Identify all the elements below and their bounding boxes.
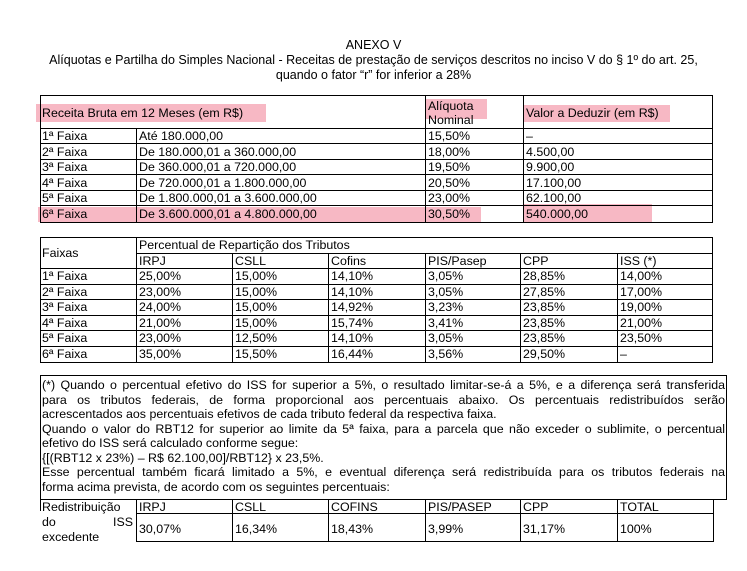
note-line-4: Quando o valor do RBT12 for superior ao limite da 5ª faixa, para a parcela que não exceder o sublimite, o percentual: [42, 421, 725, 436]
t2-cell: 14,10%: [331, 285, 374, 299]
annex-subtitle-line1: Alíquotas e Partilha do Simples Nacional - Receitas de prestação de serviços descritos no inciso V do § 1º do art. 25,: [49, 53, 698, 67]
t2-cell: 14,00%: [620, 269, 663, 283]
t2-cell: 23,85%: [523, 331, 566, 345]
document-header: [0, 38, 747, 83]
t2-cell: 17,00%: [620, 285, 663, 299]
t2-cell: 3,23%: [428, 300, 464, 314]
t2-group-header: Percentual de Repartição dos Tributos: [139, 238, 350, 252]
t2-col-csll: CSLL: [235, 254, 266, 268]
t3-value: 16,34%: [235, 522, 278, 536]
header-receita-bruta: Receita Bruta em 12 Meses (em R$): [42, 106, 244, 120]
t2-col-irpj: IRPJ: [139, 254, 166, 268]
t2-col-iss: ISS (*): [620, 254, 657, 268]
t2-col-cpp: CPP: [523, 254, 549, 268]
t2-cell: 15,00%: [235, 285, 278, 299]
t2-cell: 24,00%: [139, 300, 182, 314]
t1-range-4: De 720.000,01 a 1.800.000,00: [139, 176, 307, 190]
redistribuicao-label-3: ISS: [113, 515, 133, 529]
t2-cell: 15,00%: [235, 269, 278, 283]
t3-col-csll: CSLL: [235, 500, 266, 514]
note-line-2: para os tributos federais, de forma proporcional aos percentuais abaixo. Os percentuais redistribuídos serão: [42, 392, 725, 407]
t3-col-cpp: CPP: [523, 500, 549, 514]
t1-faixa-3: 3ª Faixa: [42, 160, 88, 174]
t2-cell: 14,10%: [331, 269, 374, 283]
note-line-1: (*) Quando o percentual efetivo do ISS for superior a 5%, o resultado limitar-se-á a 5%, e a diferença será transferida: [42, 378, 725, 392]
t1-deduzir-2: 4.500,00: [526, 145, 575, 159]
t1-aliquota-4: 20,50%: [428, 176, 471, 190]
t2-faixas-header: Faixas: [42, 246, 79, 260]
t2-cell: 3,05%: [428, 331, 464, 345]
t1-aliquota-6: 30,50%: [428, 207, 471, 221]
t1-range-5: De 1.800.000,01 a 3.600.000,00: [139, 191, 317, 205]
note-line-7: Esse percentual também ficará limitado a 5%, e eventual diferença será redistribuída para os tributos federais na: [42, 465, 725, 479]
note-line-5: efetivo do ISS será calculado conforme segue:: [42, 436, 299, 450]
t3-value: 100%: [620, 522, 652, 536]
t2-cell: 16,44%: [331, 347, 374, 361]
t2-cell: 23,50%: [620, 331, 663, 345]
t2-cell: 15,00%: [235, 300, 278, 314]
t3-value: 18,43%: [331, 522, 374, 536]
t1-deduzir-6: 540.000,00: [526, 207, 589, 221]
t2-cell: 3,56%: [428, 347, 464, 361]
redistribuicao-label-4: excedente: [42, 530, 100, 544]
t2-cell: 15,00%: [235, 316, 278, 330]
header-valor-deduzir: Valor a Deduzir (em R$): [526, 106, 659, 120]
t2-faixa-3: 3ª Faixa: [42, 300, 88, 314]
t2-cell: 3,05%: [428, 285, 464, 299]
header-aliquota-nominal-2: Nominal: [428, 113, 474, 127]
note-line-8: forma acima prevista, de acordo com os seguintes percentuais:: [42, 479, 390, 494]
t1-range-2: De 180.000,01 a 360.000,00: [139, 145, 297, 159]
t3-value: 30,07%: [139, 522, 182, 536]
t2-cell: 28,85%: [523, 269, 566, 283]
t1-faixa-5: 5ª Faixa: [42, 191, 88, 205]
annex-subtitle-line2: quando o fator “r” for inferior a 28%: [275, 68, 472, 82]
t1-aliquota-5: 23,00%: [428, 191, 471, 205]
t2-cell: 23,85%: [523, 316, 566, 330]
t1-range-6: De 3.600.000,01 a 4.800.000,00: [139, 207, 317, 221]
t2-cell: 29,50%: [523, 347, 566, 361]
t3-value: 3,99%: [428, 522, 464, 536]
t2-cell: 3,05%: [428, 269, 464, 283]
t2-cell: 23,00%: [139, 331, 182, 345]
t2-cell: 25,00%: [139, 269, 182, 283]
t3-value: 31,17%: [523, 522, 566, 536]
t2-cell: 21,00%: [620, 316, 663, 330]
t1-faixa-2: 2ª Faixa: [42, 145, 88, 159]
note-line-3: acrescentados aos percentuais efetivos de cada tributo federal da respectiva faixa.: [42, 407, 497, 421]
t2-cell: 35,00%: [139, 347, 182, 361]
t2-cell: 23,85%: [523, 300, 566, 314]
t1-aliquota-2: 18,00%: [428, 145, 471, 159]
t1-deduzir-3: 9.900,00: [526, 160, 575, 174]
t3-col-cofins: COFINS: [331, 500, 378, 514]
annex-title: ANEXO V: [345, 38, 402, 52]
t2-cell: 14,92%: [331, 300, 374, 314]
t2-col-cofins: Cofins: [331, 254, 367, 268]
t2-cell: 23,00%: [139, 285, 182, 299]
t2-cell: 12,50%: [235, 331, 278, 345]
t1-deduzir-5: 62.100,00: [526, 191, 582, 205]
note-line-6: {[(RBT12 x 23%) – R$ 62.100,00]/RBT12} x 23,5%.: [42, 450, 324, 465]
t2-faixa-2: 2ª Faixa: [42, 285, 88, 299]
redistribuicao-label-2: do: [42, 515, 56, 529]
t1-aliquota-3: 19,50%: [428, 160, 471, 174]
t1-range-3: De 360.000,01 a 720.000,00: [139, 160, 297, 174]
notes-text: [42, 378, 725, 494]
t1-range-1: Até 180.000,00: [139, 129, 224, 143]
t1-faixa-1: 1ª Faixa: [42, 129, 88, 143]
t2-cell: 21,00%: [139, 316, 182, 330]
t3-col-irpj: IRPJ: [139, 500, 166, 514]
t2-faixa-6: 6ª Faixa: [42, 347, 88, 361]
t1-deduzir-1: –: [526, 129, 533, 143]
redistribuicao-label-1: Redistribuição: [42, 500, 121, 514]
t2-faixa-4: 4ª Faixa: [42, 316, 88, 330]
t2-faixa-5: 5ª Faixa: [42, 331, 88, 345]
t2-cell: 3,41%: [428, 316, 464, 330]
t3-col-pis: PIS/PASEP: [428, 500, 492, 514]
t2-cell: 15,74%: [331, 316, 374, 330]
t1-faixa-4: 4ª Faixa: [42, 176, 88, 190]
t2-cell: 27,85%: [523, 285, 566, 299]
t2-col-pis: PIS/Pasep: [428, 254, 487, 268]
t1-faixa-6: 6ª Faixa: [42, 207, 88, 221]
t2-cell: 19,00%: [620, 300, 663, 314]
t1-deduzir-4: 17.100,00: [526, 176, 582, 190]
header-aliquota-nominal-1: Alíquota: [428, 99, 474, 113]
t2-faixa-1: 1ª Faixa: [42, 269, 88, 283]
t1-aliquota-1: 15,50%: [428, 129, 471, 143]
t2-cell: 15,50%: [235, 347, 278, 361]
t2-cell: –: [620, 347, 627, 361]
t2-cell: 14,10%: [331, 331, 374, 345]
t3-col-total: TOTAL: [620, 500, 659, 514]
